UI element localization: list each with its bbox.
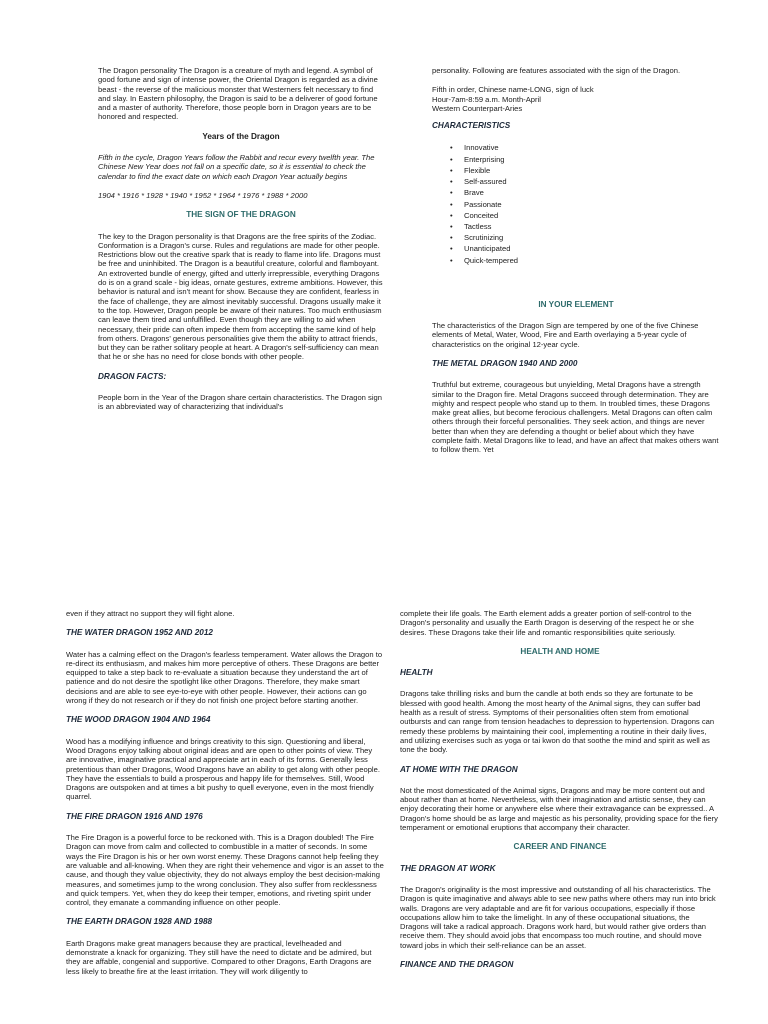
intro-paragraph: The Dragon personality The Dragon is a creature of myth and legend. A symbol of good fortune and sign of intense power, the Oriental Dragon is regarded as a divine beast - the reverse of the malicious monster that Westerners felt necessary to find and slay. In Eastern philosophy, the Dragon is said to be a deliverer of good fortune and a master of authority. Therefore, those people born in Dragon years are to be honored and respected. xyxy=(98,66,378,122)
page1-left-column xyxy=(98,66,384,422)
metal-dragon-paragraph: Truthful but extreme, courageous but unyielding, Metal Dragons have a strength similar to the Dragon fire. Metal Dragons succeed through determination. They are mighty and respect people who stand up to them. In troubled times, these Dragons make great allies, but become ferocious challengers. Metal Dragons can often calm others through their forceful personalities. They seek action, and things are never better than when they are defending a thought or belief about which they have complete faith. Metal Dragons like to lead, and have an affect that makes others want to follow them. Yet xyxy=(432,380,719,455)
list-item: • Self-assured xyxy=(450,176,720,187)
list-item: • Passionate xyxy=(450,199,720,210)
element-paragraph: The characteristics of the Dragon Sign are tempered by one of the five Chinese elements of Metal, Water, Wood, Fire and Earth overlaying a 5-year cycle of characteristics on the original 12-year cycle. xyxy=(432,321,699,349)
health-home-heading: HEALTH AND HOME xyxy=(520,646,600,656)
facts-paragraph: People born in the Year of the Dragon share certain characteristics. The Dragon sign is an abbreviated way of characterizing that individual's xyxy=(98,393,382,412)
water-dragon-paragraph: Water has a calming effect on the Dragon's fearless temperament. Water allows the Dragon to re-direct its enthusiasm, and makes him more perceptive of others. These Dragons are better equipped to take a step back to re-evaluate a situation because they understand the art of patience and do not desire the spotlight like other Dragons. Therefore, they make smart decisions and are able to see eye-to-eye with other people. However, their actions can go wrong if they do not research or if they do not finish one project before starting another. xyxy=(66,649,383,706)
health-paragraph: Dragons take thrilling risks and burn the candle at both ends so they are fortunate to be blessed with good health. Among the most hearty of the Animal signs, they can suffer bad health as a result of stress. Symptoms of their personalities often stem from emotional outbursts and can range from tension headaches to depression to hypertension. Dragons can remedy these problems by maintaining their cool, implementing a routine in their daily lives, and utilizing exercises such as yoga or tai kwon do that soothe the mind and spirit as well as tone the body. xyxy=(400,689,715,755)
page2-left-column xyxy=(66,609,384,986)
years-paragraph: Fifth in the cycle, Dragon Years follow the Rabbit and recur every twelfth year. The Chinese New Year does not fall on a specific date, so it is essential to check the calendar to find the exact date on which each Dragon Year actually begins xyxy=(98,153,375,181)
list-item: • Unanticipated xyxy=(450,243,720,254)
list-item: • Brave xyxy=(450,187,720,198)
page-gap xyxy=(0,480,768,600)
characteristics-list xyxy=(450,142,720,265)
element-heading: IN YOUR ELEMENT xyxy=(538,299,614,309)
metal-dragon-continued: even if they attract no support they will fight alone. xyxy=(66,609,235,618)
western-counterpart-line: Western Counterpart-Aries xyxy=(432,103,523,113)
list-item: • Tactless xyxy=(450,221,720,232)
metal-dragon-heading: THE METAL DRAGON 1940 AND 2000 xyxy=(432,358,578,368)
sign-paragraph: The key to the Dragon personality is that Dragons are the free spirits of the Zodiac. Conformation is a Dragon's curse. Rules and regulations are made for other people. Restrictions blow out the creative spark that is ready to flame into life. Dragons must be free and uninhibited. The Dragon is a beautiful creature, colorful and flamboyant. An extroverted bundle of energy, gifted and utterly irrepressible, everything Dragons do is on a grand scale - big ideas, ornate gestures, extreme ambitions. However, this behavior is natural and isn't meant for show. Because they are confident, fearless in the face of challenge, they are almost inevitably successful. Dragons usually make it to the top. However, Dragon people be aware of their natures. Too much enthusiasm can leave them tired and unfulfilled. Even though they are willing to aid when necessary, their pride can often impede them from accepting the same kind of help from others. Dragons' generous personalities give them the ability to attract friends, but they can be rather solitary people at heart. A Dragon's self-sufficiency can mean that he or she has no need for close bonds with other people. xyxy=(98,231,383,362)
list-item: • Enterprising xyxy=(450,154,720,165)
sign-heading: THE SIGN OF THE DRAGON xyxy=(186,210,296,220)
page2-right-column xyxy=(400,609,720,981)
characteristics-heading: CHARACTERISTICS xyxy=(432,121,511,131)
wood-dragon-heading: THE WOOD DRAGON 1904 AND 1964 xyxy=(66,715,211,725)
home-heading: AT HOME WITH THE DRAGON xyxy=(400,764,518,774)
sign-details xyxy=(432,85,720,113)
list-item: • Flexible xyxy=(450,165,720,176)
hour-month-line: Hour-7am-8:59 a.m. Month-April xyxy=(432,94,541,104)
document-page-2 xyxy=(0,600,768,1024)
work-paragraph: The Dragon's originality is the most impressive and outstanding of all his characteristics. The Dragon is quite imaginative and always able to see new paths where others may run into brick walls. Dragons are very adaptable and are fit for various occupations, especially if those occupations allow him to take the limelight. In any of these occupational situations, the Dragons will take a radical approach. Dragons work hard, but would rather give orders than receive them. They should avoid jobs that encompass too much routine, and should move toward jobs in which their self-reliance can be an asset. xyxy=(400,884,716,950)
work-heading: THE DRAGON AT WORK xyxy=(400,863,496,873)
fifth-order-line: Fifth in order, Chinese name-LONG, sign of luck xyxy=(432,85,594,95)
earth-dragon-continued: complete their life goals. The Earth element adds a greater portion of self-control to the Dragon's personality and usually the Earth Dragon is deserving of the respect he or she desires. These Dragons take their life and romantic responsibilities quite seriously. xyxy=(400,609,694,637)
list-item: • Innovative xyxy=(450,142,720,153)
facts-heading: DRAGON FACTS: xyxy=(98,371,167,381)
earth-dragon-heading: THE EARTH DRAGON 1928 AND 1988 xyxy=(66,917,213,927)
fire-dragon-paragraph: The Fire Dragon is a powerful force to be reckoned with. This is a Dragon doubled! The Fire Dragon can move from calm and collected to combustible in a matter of seconds. In some ways the Fire Dragon is his or her own worst enemy. These Dragons cannot help feeling they are valuable and all-knowing. When they are right their vehemence and vigor is an asset to the cause, and though they value objectivity, they do not always employ the best decision-making measures, and sometimes jump to the wrong conclusion. They also suffer from recklessness and quick tempers. Yet, when they do keep their temper, emotions, and riveting spirit under control, they emanate a commanding influence on other people. xyxy=(66,833,384,908)
years-list: 1904 * 1916 * 1928 * 1940 * 1952 * 1964 * 1976 * 1988 * 2000 xyxy=(98,190,308,200)
home-paragraph: Not the most domesticated of the Animal signs, Dragons and may be more content out and about rather than at home. Nevertheless, with their imagination and artistic sense, they can enjoy decorating their home or anywhere else where their extravagance can be expressed.. A Dragon's home should be as large and majestic as his personality, providing space for the fiery temperament or emotional eruptions that accompany their character. xyxy=(400,785,718,833)
career-finance-heading: CAREER AND FINANCE xyxy=(513,842,607,852)
list-item: • Scrutinizing xyxy=(450,232,720,243)
list-item: • Conceited xyxy=(450,210,720,221)
water-dragon-heading: THE WATER DRAGON 1952 AND 2012 xyxy=(66,628,213,638)
list-item: • Quick-tempered xyxy=(450,255,720,266)
earth-dragon-paragraph: Earth Dragons make great managers because they are practical, levelheaded and demonstrate a knack for organizing. They still have the need to dictate and be admired, but they are affable, congenial and supportive. Compared to other Dragons, Earth Dragons are less likely to breathe fire at the least irritation. They will work diligently to xyxy=(66,938,372,976)
finance-heading: FINANCE AND THE DRAGON xyxy=(400,960,514,970)
wood-dragon-paragraph: Wood has a modifying influence and brings creativity to this sign. Questioning and liberal, Wood Dragons enjoy talking about original ideas and are open to other points of view. They are innovative, imaginative practical and appreciate art in each of its forms. Generally less pretentious than other Dragons, Wood Dragons have an ability to get along with other people. They have the essentials to build a prosperous and happy life for themselves. Still, Wood Dragons are outspoken and at times a bit pushy to quell everyone, even in the most friendly quarrel. xyxy=(66,736,380,802)
features-intro: personality. Following are features associated with the sign of the Dragon. xyxy=(432,66,681,75)
years-heading: Years of the Dragon xyxy=(202,131,280,141)
health-subheading: HEALTH xyxy=(400,668,433,678)
document-page-1 xyxy=(0,0,768,480)
page1-right-column xyxy=(432,66,720,465)
fire-dragon-heading: THE FIRE DRAGON 1916 AND 1976 xyxy=(66,811,203,821)
